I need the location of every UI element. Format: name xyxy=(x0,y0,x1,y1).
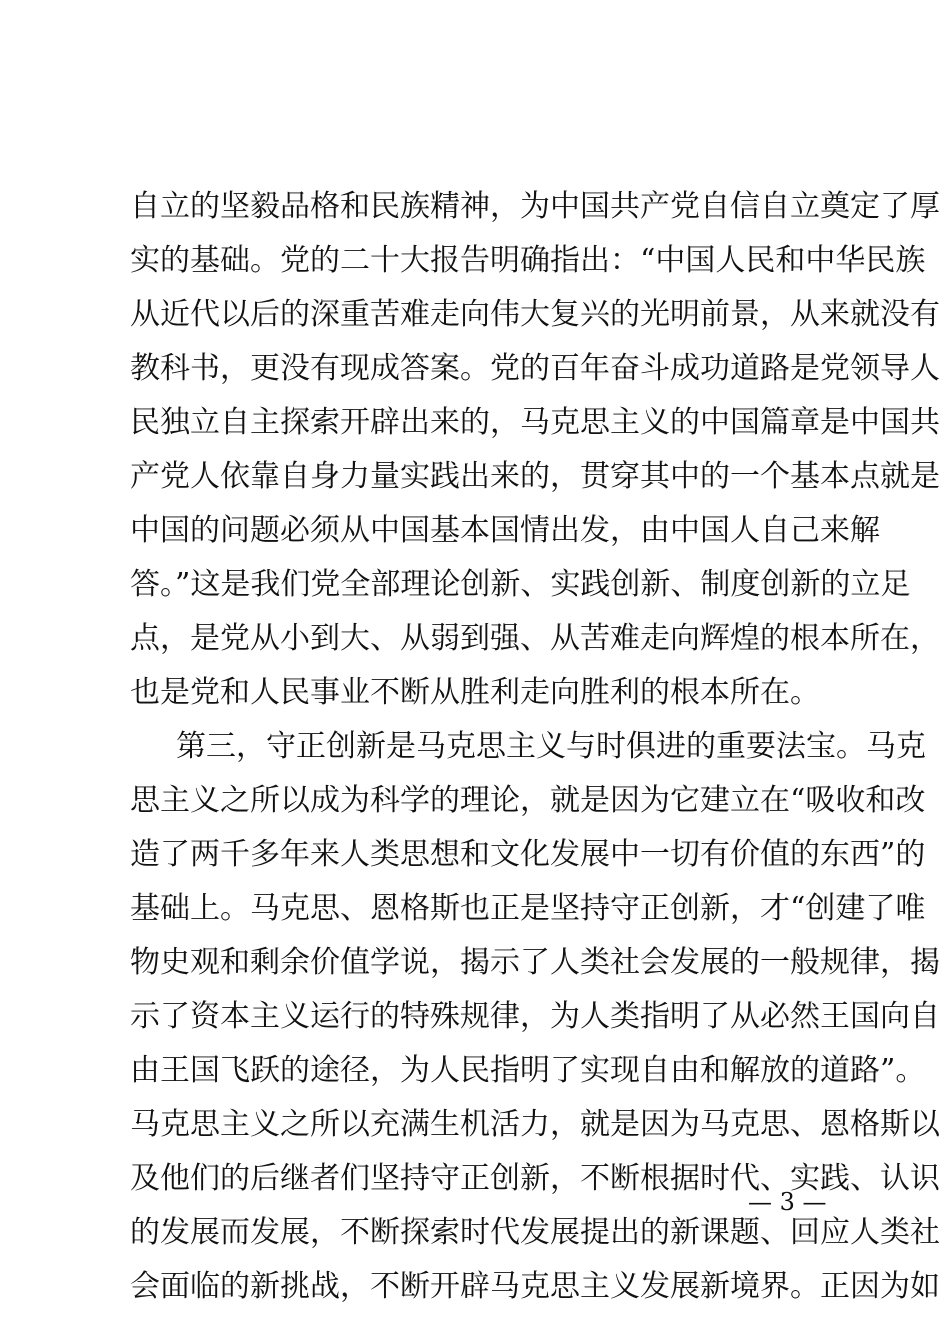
text-line: 点，是党从小到大、从弱到强、从苦难走向辉煌的根本所在， xyxy=(130,621,940,656)
text-line: 民独立自主探索开辟出来的，马克思主义的中国篇章是中国共 xyxy=(130,405,940,440)
text-line: 从近代以后的深重苦难走向伟大复兴的光明前景，从来就没有 xyxy=(130,297,940,332)
text-line: 答。”这是我们党全部理论创新、实践创新、制度创新的立足 xyxy=(130,567,911,602)
text-line: 自立的坚毅品格和民族精神，为中国共产党自信自立奠定了厚 xyxy=(130,189,940,224)
text-line: 第三，守正创新是马克思主义与时俱进的重要法宝。马克 xyxy=(176,729,926,764)
body-text xyxy=(130,180,940,1314)
text-line: 示了资本主义运行的特殊规律，为人类指明了从必然王国向自 xyxy=(130,999,940,1034)
text-line: 基础上。马克思、恩格斯也正是坚持守正创新，才“创建了唯 xyxy=(130,891,926,926)
text-line: 造了两千多年来人类思想和文化发展中一切有价值的东西”的 xyxy=(130,837,926,872)
text-line: 中国的问题必须从中国基本国情出发，由中国人自己来解 xyxy=(130,513,880,548)
text-line: 由王国飞跃的途径，为人民指明了实现自由和解放的道路”。 xyxy=(130,1053,926,1088)
page-number: — 3 — xyxy=(748,1188,827,1216)
text-line: 及他们的后继者们坚持守正创新，不断根据时代、实践、认识 xyxy=(130,1161,940,1196)
text-line: 也是党和人民事业不断从胜利走向胜利的根本所在。 xyxy=(130,675,820,710)
text-line: 教科书，更没有现成答案。党的百年奋斗成功道路是党领导人 xyxy=(130,351,940,386)
text-line: 思主义之所以成为科学的理论，就是因为它建立在“吸收和改 xyxy=(130,783,926,818)
text-line: 马克思主义之所以充满生机活力，就是因为马克思、恩格斯以 xyxy=(130,1107,940,1142)
text-line: 会面临的新挑战，不断开辟马克思主义发展新境界。正因为如 xyxy=(130,1269,940,1304)
text-line: 物史观和剩余价值学说，揭示了人类社会发展的一般规律，揭 xyxy=(130,945,940,980)
text-line: 的发展而发展，不断探索时代发展提出的新课题、回应人类社 xyxy=(130,1215,940,1250)
text-line: 产党人依靠自身力量实践出来的，贯穿其中的一个基本点就是 xyxy=(130,459,940,494)
text-line: 实的基础。党的二十大报告明确指出：“中国人民和中华民族 xyxy=(130,243,926,278)
